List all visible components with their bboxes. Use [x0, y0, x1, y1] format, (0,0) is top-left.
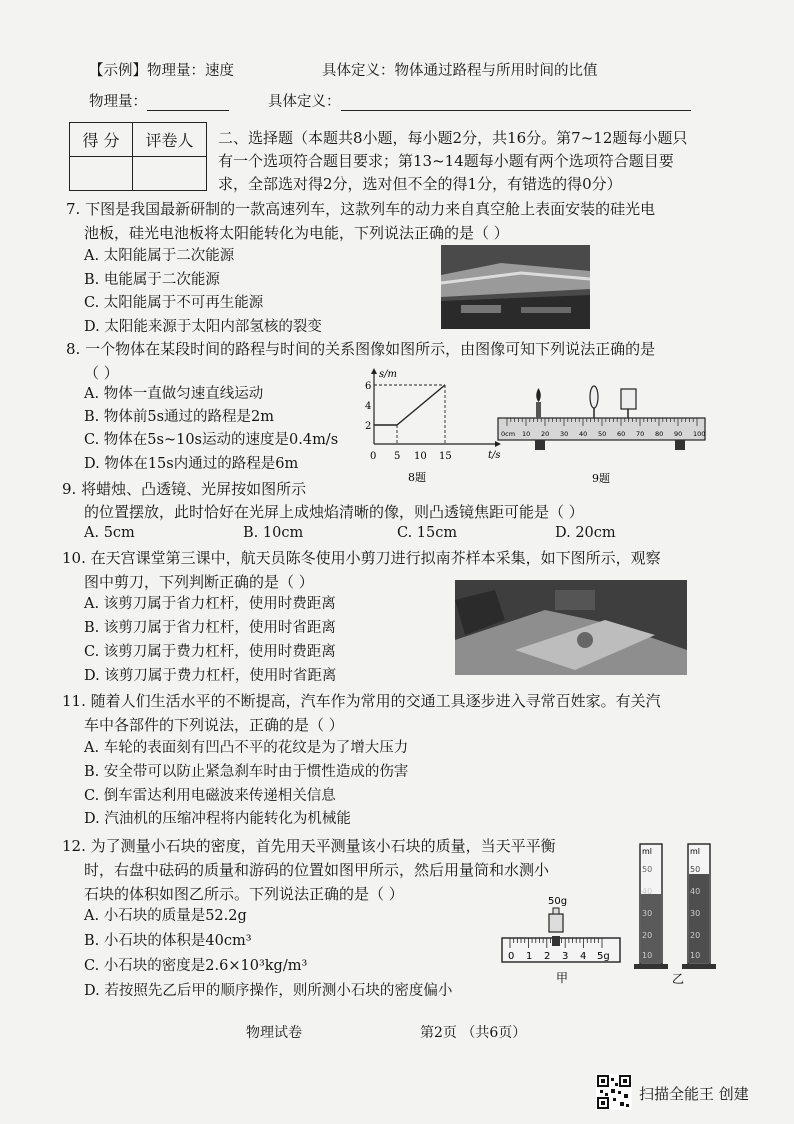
scanner-watermark: 扫描全能王 创建 [639, 1085, 749, 1103]
q9-stem-2: 的位置摆放，此时恰好在光屏上成烛焰清晰的像，则凸透镜焦距可能是（ ） [84, 503, 584, 521]
q12-option-d: D. 若按照先乙后甲的顺序操作，则所测小石块的密度偏小 [84, 983, 453, 999]
graph-xlabel: t/s [488, 450, 501, 461]
cylinder-unit: ml [642, 847, 653, 856]
q8-stem-1: 8. 一个物体在某段时间的路程与时间的关系图像如图所示，由图像可知下列说法正确的是 [66, 340, 656, 358]
bench-tick-label: 40 [579, 430, 588, 438]
q10-stem-1: 10. 在天宫课堂第三课中，航天员陈冬使用小剪刀进行拟南芥样本采集，如下图所示，观察 [62, 549, 661, 567]
q7-option-c: C. 太阳能属于不可再生能源 [84, 295, 264, 311]
q10-option-c: C. 该剪刀属于费力杠杆，使用时费距离 [84, 644, 336, 660]
q11-option-a: A. 车轮的表面刻有凹凸不平的花纹是为了增大压力 [84, 740, 409, 756]
q11-option-c: C. 倒车雷达利用电磁波来传递相关信息 [84, 788, 336, 804]
graph-ytick: 2 [365, 421, 372, 432]
cylinder-tick: 30 [690, 909, 701, 918]
rider [552, 936, 560, 946]
score-header: 得 分 [70, 123, 133, 157]
q12-stem-1: 12. 为了测量小石块的密度，首先用天平测量该小石块的质量，当天平平衡 [62, 837, 556, 855]
cylinders-caption: 乙 [672, 972, 685, 986]
graph-segment-2 [397, 385, 445, 425]
scale-label: 5g [597, 951, 610, 962]
grader-cell [133, 157, 207, 191]
graph-xtick: 5 [394, 451, 401, 462]
weight-label: 50g [548, 896, 568, 907]
bench-tick-label: 10 [522, 430, 531, 438]
q12-stem-3: 石块的体积如图乙所示。下列说法正确的是（ ） [84, 885, 404, 903]
footer-subject: 物理试卷 [246, 1025, 302, 1041]
fill-quantity-label: 物理量： [89, 93, 229, 111]
bench-tick-label: 20 [541, 430, 550, 438]
light-screen [621, 389, 636, 409]
cylinder-tick: 50 [690, 865, 701, 874]
train-photo [441, 245, 590, 329]
graph-ytick: 6 [365, 381, 372, 392]
graph-ylabel: s/m [379, 369, 397, 380]
weight-block [549, 914, 563, 932]
bench-foot-right [675, 440, 685, 450]
q8-option-d: D. 物体在15s内通过的路程是6m [84, 456, 299, 472]
q8-stem-2: （ ） [84, 364, 119, 382]
graph-ytick: 4 [365, 401, 372, 412]
bench-tick-label: 60 [617, 430, 626, 438]
bench-tick-label: 30 [560, 430, 569, 438]
q12-option-c: C. 小石块的密度是2.6×10³kg/m³ [84, 958, 308, 974]
graph-xtick: 10 [414, 451, 427, 462]
definition-blank [341, 96, 691, 111]
q11-stem-2: 车中各部件的下列说法，正确的是（ ） [84, 716, 344, 734]
section2-line3: 求，全部选对得2分，选对但不全的得1分，有错选的得0分） [218, 175, 622, 193]
score-box [69, 122, 207, 191]
q7-option-d: D. 太阳能来源于太阳内部氢核的裂变 [84, 319, 322, 335]
bench-tick-label: 0cm [501, 430, 516, 438]
scale-label: 1 [526, 951, 533, 962]
score-cell [70, 157, 133, 191]
q8-graph [360, 368, 510, 486]
q11-option-b: B. 安全带可以防止紧急刹车时由于惯性造成的伤害 [84, 764, 409, 780]
y-axis-arrow-icon [371, 368, 377, 374]
q7-stem-1: 7. 下图是我国最新研制的一款高速列车，这款列车的动力来自真空舱上表面安装的硅光电 [66, 200, 656, 218]
section2-line1: 二、选择题（本题共8小题，每小题2分，共16分。第7~12题每小题只 [218, 129, 688, 147]
fill-definition-label: 具体定义： [268, 93, 691, 111]
q9-option-d: D. 20cm [555, 525, 616, 541]
cylinder-tick: 30 [642, 909, 653, 918]
q11-option-d: D. 汽油机的压缩冲程将内能转化为机械能 [84, 811, 351, 827]
q8-option-c: C. 物体在5s~10s运动的速度是0.4m/s [84, 432, 339, 448]
quantity-blank [147, 96, 229, 111]
bench-tick-label: 70 [636, 430, 645, 438]
q9-option-a: A. 5cm [84, 525, 135, 541]
cylinder-tick: 20 [642, 931, 653, 940]
q8-option-a: A. 物体一直做匀速直线运动 [84, 386, 264, 402]
cylinder-right-base [682, 964, 716, 969]
q7-stem-2: 池板，硅光电池板将太阳能转化为电能，下列说法正确的是（ ） [84, 224, 509, 242]
graph-xtick: 0 [370, 451, 377, 462]
scale-label: 4 [580, 951, 587, 962]
example-definition: 具体定义：物体通过路程与所用时间的比值 [322, 63, 598, 79]
footer-page: 第2页 （共6页） [420, 1025, 527, 1041]
q10-stem-2: 图中剪刀，下列判断正确的是（ ） [84, 573, 314, 591]
bench-tick-label: 90 [674, 430, 683, 438]
grader-header: 评卷人 [133, 123, 207, 157]
weight-knob [553, 908, 559, 914]
section2-line2: 有一个选项符合题目要求；第13~14题每小题有两个选项符合题目要 [218, 152, 674, 170]
graph-xtick: 15 [439, 451, 452, 462]
q7-option-b: B. 电能属于二次能源 [84, 272, 220, 288]
scale-label: 2 [544, 951, 551, 962]
q9-option-c: C. 15cm [397, 525, 458, 541]
q12-option-b: B. 小石块的体积是40cm³ [84, 933, 252, 949]
graph-caption: 8题 [408, 471, 426, 484]
q10-option-a: A. 该剪刀属于省力杠杆，使用时费距离 [84, 596, 336, 612]
candle-flame-icon [536, 388, 541, 402]
optical-bench-figure [495, 380, 710, 486]
q10-option-d: D. 该剪刀属于费力杠杆，使用时省距离 [84, 668, 337, 684]
q10-option-b: B. 该剪刀属于省力杠杆，使用时省距离 [84, 620, 336, 636]
bench-tick-label: 100 [693, 430, 706, 438]
cylinder-tick: 20 [690, 931, 701, 940]
cylinder-tick: 50 [642, 865, 653, 874]
scissors-photo [455, 580, 687, 675]
q9-stem-1: 9. 将蜡烛、凸透镜、光屏按如图所示 [62, 480, 307, 498]
balance-figure [498, 892, 626, 988]
balance-caption: 甲 [556, 971, 569, 985]
q8-option-b: B. 物体前5s通过的路程是2m [84, 409, 275, 425]
q12-stem-2: 时，右盘中砝码的质量和游码的位置如图甲所示，然后用量筒和水测小 [84, 861, 550, 879]
cylinder-unit: ml [690, 847, 701, 856]
scale-label: 0 [508, 951, 515, 962]
q9-option-b: B. 10cm [243, 525, 304, 541]
cylinders-figure [628, 838, 728, 986]
cylinder-left-base [634, 964, 668, 969]
bench-tick-label: 80 [655, 430, 664, 438]
example-quantity: 【示例】物理量：速度 [89, 63, 234, 79]
q11-stem-1: 11. 随着人们生活水平的不断提高，汽车作为常用的交通工具逐步进入寻常百姓家。有关汽 [62, 692, 661, 710]
bench-tick-label: 50 [598, 430, 607, 438]
q12-option-a: A. 小石块的质量是52.2g [84, 908, 247, 924]
q7-option-a: A. 太阳能属于二次能源 [84, 248, 235, 264]
scale-label: 3 [562, 951, 569, 962]
cylinder-tick: 40 [642, 887, 653, 896]
convex-lens [590, 386, 598, 408]
cylinder-tick: 10 [690, 951, 701, 960]
cylinder-tick: 40 [690, 887, 701, 896]
qr-code-icon [596, 1074, 632, 1110]
cylinder-tick: 10 [642, 951, 653, 960]
bench-caption: 9题 [592, 472, 610, 485]
candle [536, 402, 541, 418]
bench-foot-left [535, 440, 545, 450]
